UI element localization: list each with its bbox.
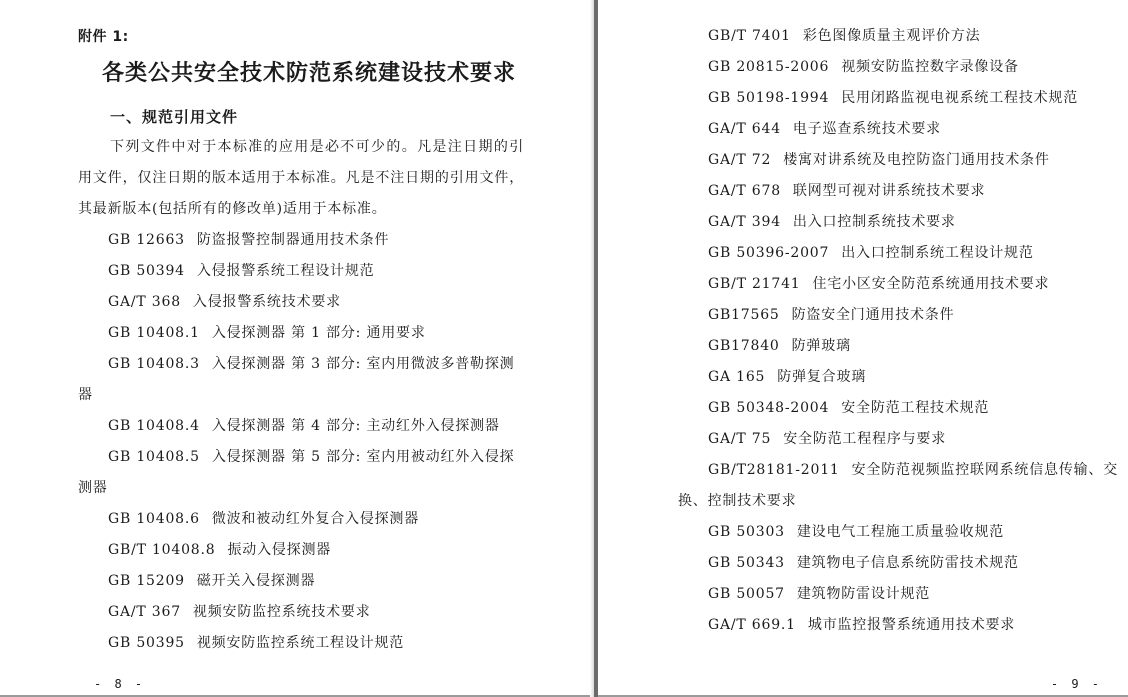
- document-page-right: [598, 0, 1128, 697]
- reference-code: GA/T 368: [108, 294, 181, 310]
- reference-item: [78, 287, 524, 318]
- reference-title: 入侵探测器 第 3 部分: 室内用微波多普勒探测器: [78, 356, 515, 403]
- reference-title: 住宅小区安全防范系统通用技术要求: [812, 276, 1050, 292]
- reference-item: [678, 145, 1124, 176]
- reference-code: GB 50395: [108, 635, 185, 651]
- reference-code: GA/T 669.1: [708, 617, 796, 633]
- reference-title: 防盗报警控制器通用技术条件: [196, 232, 390, 248]
- reference-item: [78, 535, 524, 566]
- reference-code: GB 10408.3: [108, 356, 200, 372]
- reference-code: GB 50343: [708, 555, 785, 571]
- reference-code: GB 10408.5: [108, 449, 200, 465]
- intro-paragraph: 下列文件中对于本标准的应用是必不可少的。凡是注日期的引用文件，仅注日期的版本适用于本标准。凡是不注日期的引用文件，其最新版本(包括所有的修改单)适用于本标准。: [78, 139, 524, 217]
- reference-title: 安全防范视频监控联网系统信息传输、交换、控制技术要求: [678, 462, 1119, 509]
- reference-title: 建筑物防雷设计规范: [796, 586, 931, 602]
- reference-item: [678, 455, 1124, 517]
- reference-code: GB/T 7401: [708, 28, 791, 44]
- reference-item: [678, 300, 1124, 331]
- reference-code: GA/T 75: [708, 431, 772, 447]
- reference-item: [678, 362, 1124, 393]
- reference-item: [678, 548, 1124, 579]
- reference-title: 入侵探测器 第 1 部分: 通用要求: [211, 325, 426, 341]
- reference-code: GB/T 21741: [708, 276, 801, 292]
- reference-title: 楼寓对讲系统及电控防盗门通用技术条件: [783, 152, 1050, 168]
- reference-code: GB 50396-2007: [708, 245, 830, 261]
- reference-item: [78, 349, 524, 411]
- reference-title: 建设电气工程施工质量验收规范: [796, 524, 1005, 540]
- reference-item: [678, 114, 1124, 145]
- reference-title: 微波和被动红外复合入侵探测器: [211, 511, 420, 527]
- reference-code: GB 50303: [708, 524, 785, 540]
- reference-item: [678, 331, 1124, 362]
- reference-code: GB/T28181-2011: [708, 462, 840, 478]
- reference-item: [78, 566, 524, 597]
- reference-code: GB 15209: [108, 573, 185, 589]
- reference-item: [78, 318, 524, 349]
- reference-code: GB 10408.4: [108, 418, 200, 434]
- reference-item: [678, 517, 1124, 548]
- reference-item: [678, 393, 1124, 424]
- reference-item: [678, 176, 1124, 207]
- reference-list-left: [78, 225, 524, 659]
- reference-title: 安全防范工程技术规范: [841, 400, 990, 416]
- reference-title: 出入口控制系统技术要求: [792, 214, 956, 230]
- reference-title: 彩色图像质量主观评价方法: [802, 28, 981, 44]
- right-content: [678, 21, 1124, 641]
- reference-title: 入侵报警系统工程设计规范: [196, 263, 375, 279]
- reference-title: 防弹玻璃: [791, 338, 851, 354]
- reference-code: GA/T 72: [708, 152, 772, 168]
- reference-code: GA/T 678: [708, 183, 781, 199]
- reference-title: 视频安防监控数字录像设备: [841, 59, 1019, 75]
- page-number-left: - 8 -: [94, 677, 146, 691]
- reference-code: GB 12663: [108, 232, 185, 248]
- reference-code: GA/T 394: [708, 214, 781, 230]
- reference-item: [678, 238, 1124, 269]
- reference-code: GA/T 644: [708, 121, 781, 137]
- reference-title: 出入口控制系统工程设计规范: [841, 245, 1034, 261]
- reference-title: 入侵报警系统技术要求: [192, 294, 341, 310]
- reference-code: GB 50198-1994: [708, 90, 830, 106]
- reference-item: [678, 52, 1124, 83]
- reference-item: [78, 442, 524, 504]
- reference-title: 安全防范工程程序与要求: [783, 431, 947, 447]
- section-heading: 一、规范引用文件: [110, 108, 239, 126]
- reference-code: GB 50394: [108, 263, 185, 279]
- document-title: 各类公共安全技术防范系统建设技术要求: [102, 60, 517, 86]
- reference-code: GB17565: [708, 307, 780, 323]
- reference-title: 入侵探测器 第 4 部分: 主动红外入侵探测器: [211, 418, 500, 434]
- reference-item: [678, 424, 1124, 455]
- reference-title: 建筑物电子信息系统防雷技术规范: [796, 555, 1019, 571]
- reference-title: 入侵探测器 第 5 部分: 室内用被动红外入侵探测器: [78, 449, 515, 496]
- reference-code: GA 165: [708, 369, 766, 385]
- reference-title: 视频安防监控系统技术要求: [192, 604, 371, 620]
- reference-title: 联网型可视对讲系统技术要求: [792, 183, 986, 199]
- reference-item: [78, 597, 524, 628]
- reference-code: GB 10408.1: [108, 325, 200, 341]
- reference-code: GA/T 367: [108, 604, 181, 620]
- reference-title: 视频安防监控系统工程设计规范: [196, 635, 405, 651]
- reference-title: 防弹复合玻璃: [777, 369, 867, 385]
- reference-item: [678, 21, 1124, 52]
- reference-item: [678, 269, 1124, 300]
- page-number-right: - 9 -: [1050, 677, 1102, 691]
- reference-code: GB/T 10408.8: [108, 542, 216, 558]
- reference-title: 振动入侵探测器: [227, 542, 332, 558]
- reference-code: GB 10408.6: [108, 511, 200, 527]
- reference-code: GB17840: [708, 338, 780, 354]
- reference-code: GB 50348-2004: [708, 400, 830, 416]
- reference-title: 防盗安全门通用技术条件: [791, 307, 955, 323]
- reference-item: [78, 256, 524, 287]
- reference-list-right: [678, 21, 1124, 641]
- reference-title: 电子巡查系统技术要求: [792, 121, 941, 137]
- reference-title: 磁开关入侵探测器: [196, 573, 316, 589]
- reference-item: [678, 579, 1124, 610]
- attachment-label: 附件 1:: [78, 29, 129, 45]
- reference-code: GB 50057: [708, 586, 785, 602]
- reference-title: 民用闭路监视电视系统工程技术规范: [841, 90, 1079, 106]
- reference-title: 城市监控报警系统通用技术要求: [807, 617, 1016, 633]
- reference-item: [78, 628, 524, 659]
- reference-item: [678, 207, 1124, 238]
- reference-item: [78, 411, 524, 442]
- reference-item: [678, 83, 1124, 114]
- reference-item: [78, 225, 524, 256]
- left-content: [78, 132, 524, 659]
- reference-code: GB 20815-2006: [708, 59, 830, 75]
- reference-item: [678, 610, 1124, 641]
- reference-item: [78, 504, 524, 535]
